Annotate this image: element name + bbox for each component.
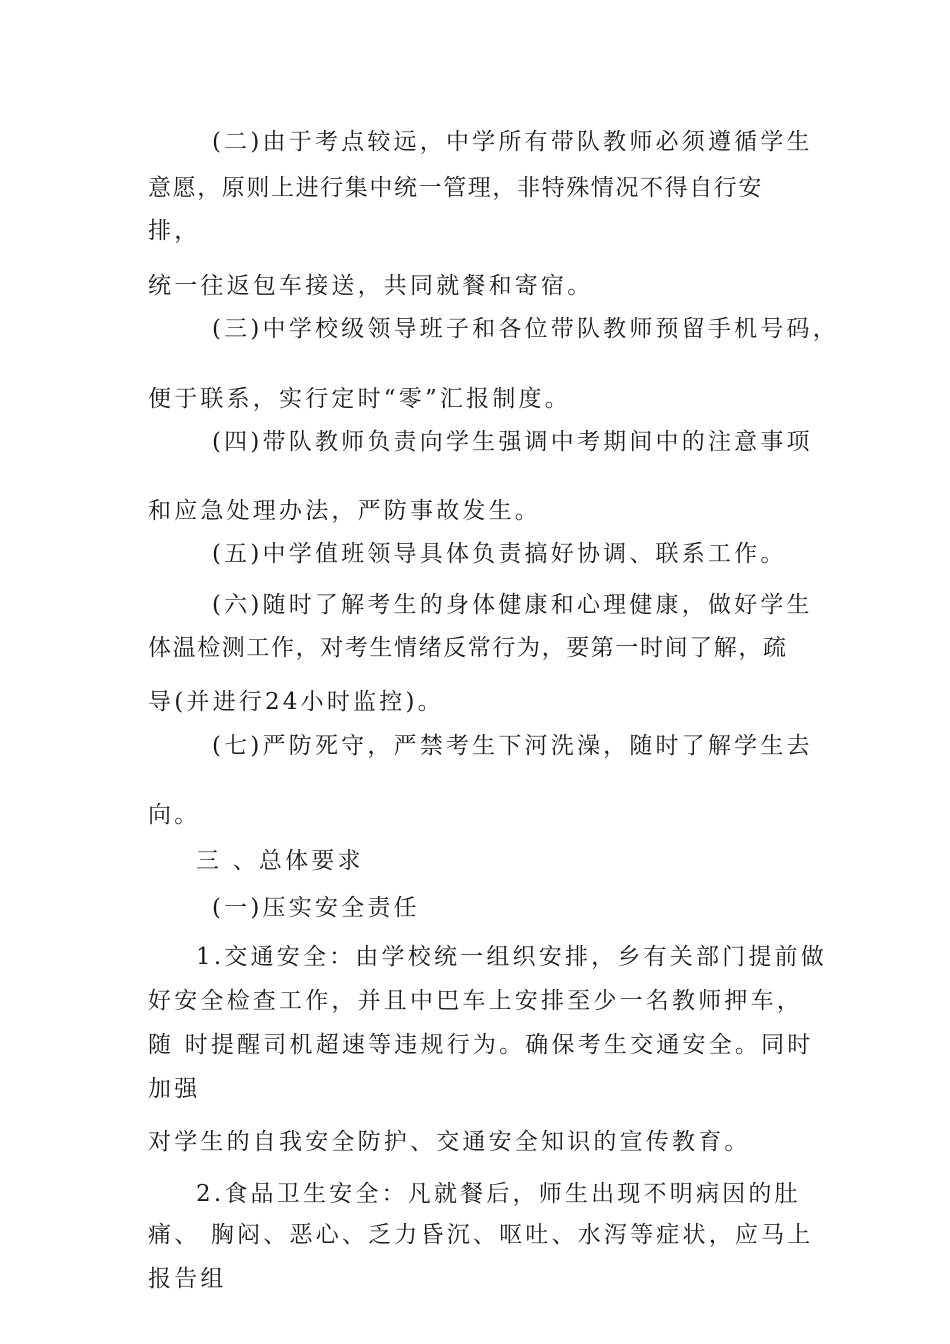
subsection-heading: (一)压实安全责任 bbox=[212, 895, 420, 921]
paragraph-line: 痛、 胸闷、恶心、乏力昏沉、呕吐、水泻等症状，应马上 bbox=[148, 1222, 814, 1248]
paragraph-line: (五)中学值班领导具体负责搞好协调、联系工作。 bbox=[212, 541, 787, 567]
paragraph-line: (七)严防死守，严禁考生下河洗澡，随时了解学生去 bbox=[212, 733, 813, 759]
paragraph-line: 向。 bbox=[148, 802, 201, 828]
paragraph-line: 好安全检查工作，并且中巴车上安排至少一名教师押车， bbox=[148, 988, 803, 1014]
paragraph-line: (六)随时了解考生的身体健康和心理健康，做好学生 bbox=[212, 592, 813, 618]
paragraph-line: 1.交通安全：由学校统一组织安排，乡有关部门提前做 bbox=[196, 944, 827, 970]
paragraph-line: (三)中学校级领导班子和各位带队教师预留手机号码， bbox=[212, 316, 839, 342]
paragraph-line: 报告组 bbox=[148, 1266, 227, 1292]
paragraph-line: 导(并进行24小时监控)。 bbox=[148, 689, 444, 715]
paragraph-line: 便于联系，实行定时“零”汇报制度。 bbox=[148, 386, 571, 412]
paragraph-line: 加强 bbox=[148, 1076, 201, 1102]
paragraph-line: 对学生的自我安全防护、交通安全知识的宣传教育。 bbox=[148, 1129, 751, 1155]
paragraph-line: 统一往返包车接送，共同就餐和寄宿。 bbox=[148, 273, 594, 299]
section-heading: 三 、总体要求 bbox=[196, 848, 364, 874]
paragraph-line: (四)带队教师负责向学生强调中考期间中的注意事项 bbox=[212, 429, 813, 455]
paragraph-line: 随 时提醒司机超速等违规行为。确保考生交通安全。同时 bbox=[148, 1032, 814, 1058]
paragraph-line: 2.食品卫生安全：凡就餐后，师生出现不明病因的肚 bbox=[196, 1181, 801, 1207]
paragraph-line: 体温检测工作，对考生情绪反常行为，要第一时间了解，疏 bbox=[148, 635, 788, 661]
paragraph-line: 意愿，原则上进行集中统一管理，非特殊情况不得自行安 bbox=[148, 175, 763, 201]
paragraph-line: (二)由于考点较远，中学所有带队教师必须遵循学生 bbox=[212, 129, 813, 155]
paragraph-line: 和应急处理办法，严防事故发生。 bbox=[148, 498, 541, 524]
paragraph-line: 排， bbox=[148, 218, 201, 244]
